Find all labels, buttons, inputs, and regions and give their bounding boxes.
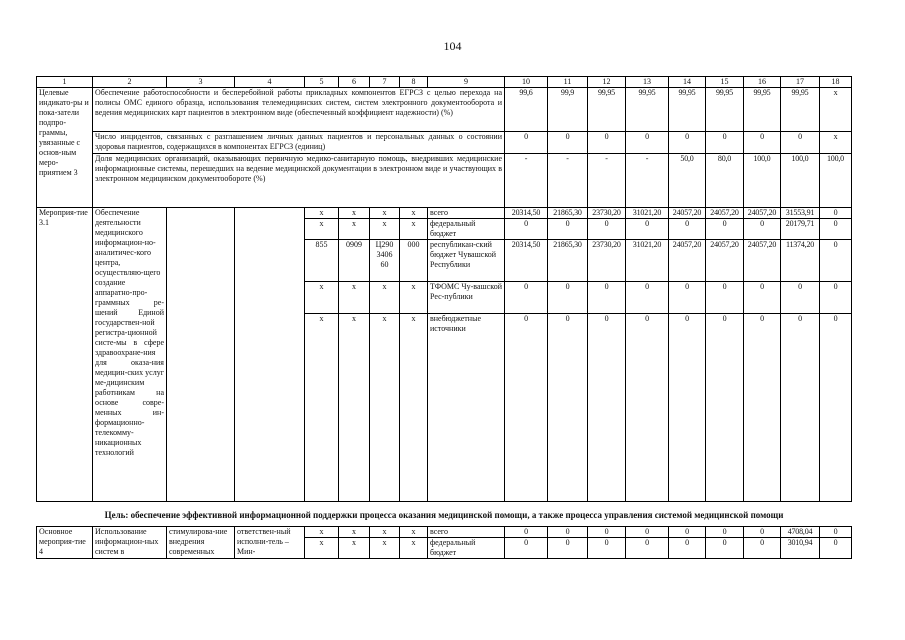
header-cell: 9 — [428, 77, 505, 88]
amount-cell: 0 — [548, 538, 588, 559]
indicator-value: x — [820, 88, 852, 132]
funding-source: республикан-ский бюджет Чувашской Республики — [428, 240, 505, 282]
amount-cell: 0 — [626, 314, 669, 502]
measure-tasks: стимулирова-ние внедрения современных — [167, 527, 235, 559]
indicator-value: 80,0 — [706, 154, 744, 208]
amount-cell: 0 — [548, 219, 588, 240]
amount-cell: 4708,04 — [781, 527, 820, 538]
code-cell: x — [400, 538, 428, 559]
header-cell: 1 — [37, 77, 93, 88]
amount-cell: 0 — [820, 240, 852, 282]
code-cell: Ц290 3406 60 — [370, 240, 400, 282]
funding-source: всего — [428, 208, 505, 219]
indicator-row — [37, 88, 852, 132]
indicator-text: Обеспечение работоспособности и бесперебойной работы прикладных компонентов ЕГРСЗ с целью перехода на полисы ОМС единого образца, использования телемедицинских систем, систем электронного документооборота и ведения медицинских карт пациентов в электронном виде (обеспеченный коэффициент надежности) (%) — [93, 88, 505, 132]
amount-cell: 0 — [588, 538, 626, 559]
code-cell: x — [339, 527, 370, 538]
program-table — [36, 76, 852, 559]
amount-cell: 0 — [820, 282, 852, 314]
empty-cell — [167, 208, 235, 502]
amount-cell: 0 — [548, 282, 588, 314]
header-cell: 11 — [548, 77, 588, 88]
funding-source: ТФОМС Чу-вашской Рес-публики — [428, 282, 505, 314]
header-cell: 14 — [669, 77, 706, 88]
amount-cell: 24057,20 — [669, 240, 706, 282]
code-cell: 855 — [305, 240, 339, 282]
amount-cell: 0 — [505, 314, 548, 502]
measure-description: Использование информацион-ных систем в — [93, 527, 167, 559]
amount-cell: 0 — [706, 527, 744, 538]
amount-cell: 0 — [588, 219, 626, 240]
funding-source: внебюджетные источники — [428, 314, 505, 502]
amount-cell: 0 — [588, 314, 626, 502]
amount-cell: 0 — [706, 282, 744, 314]
measure-executor: ответствен-ный исполни-тель – Мин- — [235, 527, 305, 559]
code-cell: x — [339, 538, 370, 559]
column-number-row — [37, 77, 852, 88]
indicator-value: 99,9 — [548, 88, 588, 132]
amount-cell: 21865,30 — [548, 208, 588, 219]
code-cell: x — [370, 219, 400, 240]
amount-cell: 0 — [820, 538, 852, 559]
funding-row — [37, 208, 852, 219]
measure-label: Мероприя-тие 3.1 — [37, 208, 93, 502]
code-cell: x — [339, 314, 370, 502]
code-cell: x — [339, 219, 370, 240]
header-cell: 12 — [588, 77, 626, 88]
header-cell: 5 — [305, 77, 339, 88]
amount-cell: 31021,20 — [626, 208, 669, 219]
funding-source: федеральный бюджет — [428, 219, 505, 240]
amount-cell: 0 — [505, 527, 548, 538]
amount-cell: 0 — [781, 314, 820, 502]
header-cell: 10 — [505, 77, 548, 88]
amount-cell: 24057,20 — [706, 208, 744, 219]
amount-cell: 0 — [820, 208, 852, 219]
indicator-value: 50,0 — [669, 154, 706, 208]
amount-cell: 0 — [626, 282, 669, 314]
indicators-label: Целевые индикато-ры и пока-затели подпро-граммы, увязанные с основ-ным меро-приятием 3 — [37, 88, 93, 208]
amount-cell: 0 — [505, 538, 548, 559]
amount-cell: 0 — [548, 527, 588, 538]
amount-cell: 21865,30 — [548, 240, 588, 282]
code-cell: x — [400, 208, 428, 219]
code-cell: x — [305, 538, 339, 559]
indicator-row — [37, 154, 852, 208]
code-cell: 000 — [400, 240, 428, 282]
amount-cell: 24057,20 — [744, 208, 781, 219]
indicator-row — [37, 132, 852, 154]
amount-cell: 23730,20 — [588, 208, 626, 219]
code-cell: x — [400, 282, 428, 314]
code-cell: x — [370, 538, 400, 559]
header-cell: 17 — [781, 77, 820, 88]
amount-cell: 20179,71 — [781, 219, 820, 240]
indicator-value: 99,95 — [626, 88, 669, 132]
amount-cell: 31021,20 — [626, 240, 669, 282]
code-cell: x — [305, 208, 339, 219]
amount-cell: 0 — [588, 282, 626, 314]
indicator-text: Число инцидентов, связанных с разглашением личных данных пациентов и персональных данных о состоянии здоровья пациентов, содержащихся в компонентах ЕГРСЗ (единиц) — [93, 132, 505, 154]
page-number: 104 — [443, 39, 462, 53]
amount-cell: 31553,91 — [781, 208, 820, 219]
header-cell: 4 — [235, 77, 305, 88]
amount-cell: 0 — [744, 314, 781, 502]
empty-cell — [235, 208, 305, 502]
indicator-value: 0 — [588, 132, 626, 154]
header-cell: 2 — [93, 77, 167, 88]
code-cell: 0909 — [339, 240, 370, 282]
indicator-value: 0 — [669, 132, 706, 154]
amount-cell: 0 — [548, 314, 588, 502]
indicator-value: 100,0 — [820, 154, 852, 208]
amount-cell: 0 — [505, 282, 548, 314]
indicator-text: Доля медицинских организаций, оказывающих первичную медико-санитарную помощь, внедривших медицинские информационные системы, перешедших на ведение медицинской документации в электронном виде и участвующих в электронном медицинском документообороте (%) — [93, 154, 505, 208]
funding-row — [37, 527, 852, 538]
amount-cell: 0 — [820, 219, 852, 240]
header-cell: 6 — [339, 77, 370, 88]
amount-cell: 0 — [505, 219, 548, 240]
indicator-value: 99,95 — [669, 88, 706, 132]
header-cell: 13 — [626, 77, 669, 88]
amount-cell: 11374,20 — [781, 240, 820, 282]
indicator-value: 99,95 — [744, 88, 781, 132]
indicator-value: 99,95 — [588, 88, 626, 132]
header-cell: 16 — [744, 77, 781, 88]
amount-cell: 0 — [744, 527, 781, 538]
amount-cell: 24057,20 — [706, 240, 744, 282]
code-cell: x — [370, 314, 400, 502]
amount-cell: 0 — [820, 314, 852, 502]
indicator-value: - — [588, 154, 626, 208]
amount-cell: 0 — [744, 219, 781, 240]
header-cell: 7 — [370, 77, 400, 88]
amount-cell: 0 — [669, 314, 706, 502]
indicator-value: x — [820, 132, 852, 154]
amount-cell: 0 — [706, 219, 744, 240]
code-cell: x — [305, 282, 339, 314]
goal-heading: Цель: обеспечение эффективной информационной поддержки процесса оказания медицинской помощи, а также процесса управления системой медицинской помощи — [37, 502, 852, 527]
funding-source: федеральный бюджет — [428, 538, 505, 559]
amount-cell: 0 — [626, 538, 669, 559]
indicator-value: 0 — [505, 132, 548, 154]
indicator-value: 99,6 — [505, 88, 548, 132]
indicator-value: 99,95 — [706, 88, 744, 132]
amount-cell: 0 — [744, 538, 781, 559]
header-cell: 8 — [400, 77, 428, 88]
code-cell: x — [305, 314, 339, 502]
amount-cell: 0 — [669, 219, 706, 240]
amount-cell: 0 — [626, 219, 669, 240]
amount-cell: 24057,20 — [669, 208, 706, 219]
indicator-value: 0 — [706, 132, 744, 154]
indicator-value: - — [505, 154, 548, 208]
measure-label: Основное мероприя-тие 4 — [37, 527, 93, 559]
indicator-value: - — [548, 154, 588, 208]
measure-description: Обеспечение деятельности медицинского информацион-но-аналитичес-кого центра, осуществляю-щего создание аппаратно-про-граммных ре-шений Единой государствен-ной регистра-ционной систе-мы в сфере здравоохране-ния для оказа-ния медицин-ских услуг ме-дицинским работникам на основе совре-менных ин-формационно-телекомму-никационных технологий — [93, 208, 167, 502]
indicator-value: 0 — [626, 132, 669, 154]
amount-cell: 0 — [669, 527, 706, 538]
amount-cell: 20314,50 — [505, 208, 548, 219]
amount-cell: 0 — [706, 538, 744, 559]
goal-row — [37, 502, 852, 527]
amount-cell: 24057,20 — [744, 240, 781, 282]
amount-cell: 23730,20 — [588, 240, 626, 282]
indicator-value: - — [626, 154, 669, 208]
indicator-value: 100,0 — [744, 154, 781, 208]
amount-cell: 0 — [669, 282, 706, 314]
code-cell: x — [370, 208, 400, 219]
amount-cell: 0 — [588, 527, 626, 538]
amount-cell: 0 — [706, 314, 744, 502]
code-cell: x — [370, 527, 400, 538]
indicator-value: 0 — [548, 132, 588, 154]
amount-cell: 20314,50 — [505, 240, 548, 282]
code-cell: x — [339, 282, 370, 314]
code-cell: x — [370, 282, 400, 314]
amount-cell: 3010,94 — [781, 538, 820, 559]
code-cell: x — [305, 527, 339, 538]
code-cell: x — [339, 208, 370, 219]
amount-cell: 0 — [781, 282, 820, 314]
code-cell: x — [400, 314, 428, 502]
code-cell: x — [400, 527, 428, 538]
indicator-value: 0 — [781, 132, 820, 154]
indicator-value: 100,0 — [781, 154, 820, 208]
code-cell: x — [400, 219, 428, 240]
funding-source: всего — [428, 527, 505, 538]
header-cell: 18 — [820, 77, 852, 88]
code-cell: x — [305, 219, 339, 240]
amount-cell: 0 — [669, 538, 706, 559]
amount-cell: 0 — [820, 527, 852, 538]
header-cell: 15 — [706, 77, 744, 88]
indicator-value: 0 — [744, 132, 781, 154]
amount-cell: 0 — [744, 282, 781, 314]
indicator-value: 99,95 — [781, 88, 820, 132]
header-cell: 3 — [167, 77, 235, 88]
amount-cell: 0 — [626, 527, 669, 538]
